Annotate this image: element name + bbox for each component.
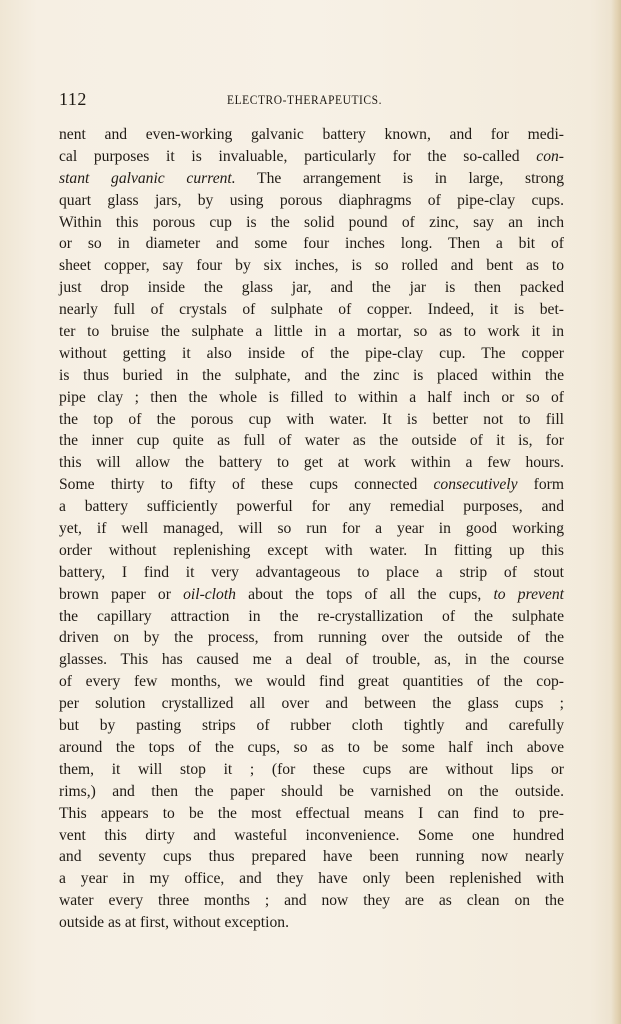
text-line — [59, 321, 564, 343]
text-segment: glasses. This has caused me a deal of trouble, as, in the course — [59, 651, 564, 669]
text-line — [59, 277, 564, 299]
text-line — [59, 912, 564, 934]
text-segment: a battery sufficiently powerful for any remedial purposes, and — [59, 498, 564, 516]
page-edge-shadow — [611, 0, 621, 1024]
text-segment: rims,) and then the paper should be varnished on the outside. — [59, 782, 564, 800]
text-segment: about the tops of all the cups, — [235, 585, 494, 603]
text-segment: sheet copper, say four by six inches, is so rolled and bent as to — [59, 257, 564, 275]
text-segment: the capillary attraction in the re-crystallization of the sulphate — [59, 607, 564, 625]
italic-text-segment: to prevent — [493, 585, 564, 603]
text-line — [59, 693, 564, 715]
text-line — [59, 759, 564, 781]
text-segment: a year in my office, and they have only been replenished with — [59, 870, 564, 888]
text-segment: brown paper or — [59, 585, 184, 603]
text-segment: is thus buried in the sulphate, and the zinc is placed within the — [59, 366, 564, 384]
text-line — [59, 365, 564, 387]
text-segment: Within this porous cup is the solid pound of zinc, say an inch — [59, 213, 564, 231]
text-segment: cal purposes it is invaluable, particularly for the so-called — [59, 147, 537, 165]
text-line — [59, 715, 564, 737]
text-line — [59, 430, 564, 452]
text-line — [59, 846, 564, 868]
running-head-title: ELECTRO-THERAPEUTICS. — [227, 93, 383, 107]
text-line — [59, 496, 564, 518]
text-segment: but by pasting strips of rubber cloth tightly and carefully — [59, 717, 564, 735]
text-segment: order without replenishing except with water. In fitting up this — [59, 541, 564, 559]
text-line — [59, 606, 564, 628]
text-line — [59, 387, 564, 409]
text-segment: and seventy cups thus prepared have been running now nearly — [59, 848, 564, 866]
italic-text-segment: con- — [536, 147, 564, 165]
text-line — [59, 233, 564, 255]
text-line — [59, 781, 564, 803]
text-segment: nent and even-working galvanic battery known, and for medi- — [59, 126, 564, 143]
text-segment: quart glass jars, by using porous diaphragms of pipe-clay cups. — [59, 191, 564, 209]
text-line — [59, 737, 564, 759]
text-segment: of every few months, we would find great quantities of the cop- — [59, 673, 564, 691]
text-segment: yet, if well managed, will so run for a year in good working — [59, 520, 564, 538]
text-line — [59, 562, 564, 584]
text-line — [59, 146, 564, 168]
text-line — [59, 627, 564, 649]
text-line — [59, 124, 564, 146]
text-line — [59, 255, 564, 277]
text-line — [59, 190, 564, 212]
text-line — [59, 212, 564, 234]
text-segment: This appears to be the most effectual means I can find to pre- — [59, 804, 564, 822]
text-line — [59, 649, 564, 671]
text-segment: outside as at first, without exception. — [59, 914, 289, 932]
text-segment: pipe clay ; then the whole is filled to within a half inch or so of — [59, 388, 564, 406]
text-line — [59, 168, 564, 190]
text-line — [59, 584, 564, 606]
text-segment: battery, I find it very advantageous to place a strip of stout — [59, 563, 564, 581]
text-line — [59, 540, 564, 562]
text-line — [59, 409, 564, 431]
text-line — [59, 868, 564, 890]
body-paragraph — [59, 124, 564, 934]
text-segment: vent this dirty and wasteful inconvenience. Some one hundred — [59, 826, 564, 844]
text-line — [59, 803, 564, 825]
running-head — [59, 89, 559, 113]
text-segment: Some thirty to fifty of these cups connected — [59, 476, 434, 494]
text-line — [59, 452, 564, 474]
text-line — [59, 299, 564, 321]
text-segment: nearly full of crystals of sulphate of copper. Indeed, it is bet- — [59, 301, 564, 319]
text-segment: without getting it also inside of the pipe-clay cup. The copper — [59, 344, 564, 362]
page-number: 112 — [59, 89, 87, 109]
italic-text-segment: stant galvanic current. — [59, 169, 236, 187]
italic-text-segment: oil-cloth — [183, 585, 236, 603]
italic-text-segment: consecutively — [433, 476, 518, 494]
text-segment: just drop inside the glass jar, and the jar is then packed — [59, 279, 564, 297]
text-line — [59, 343, 564, 365]
text-segment: form — [517, 476, 564, 494]
text-segment: this will allow the battery to get at work within a few hours. — [59, 454, 564, 472]
text-segment: around the tops of the cups, so as to be some half inch above — [59, 738, 564, 756]
text-segment: ter to bruise the sulphate a little in a mortar, so as to work it in — [59, 323, 564, 341]
text-segment: water every three months ; and now they are as clean on the — [59, 892, 564, 910]
text-line — [59, 671, 564, 693]
text-segment: the inner cup quite as full of water as the outside of it is, for — [59, 432, 564, 450]
text-line — [59, 890, 564, 912]
text-line — [59, 518, 564, 540]
text-segment: per solution crystallized all over and between the glass cups ; — [59, 695, 564, 713]
text-segment: them, it will stop it ; (for these cups are without lips or — [59, 760, 564, 778]
text-line — [59, 474, 564, 496]
text-segment: the top of the porous cup with water. It is better not to fill — [59, 410, 564, 428]
text-segment: driven on by the process, from running over the outside of the — [59, 629, 564, 647]
text-segment: The arrangement is in large, strong — [235, 169, 564, 187]
text-line — [59, 825, 564, 847]
text-segment: or so in diameter and some four inches long. Then a bit of — [59, 235, 564, 253]
